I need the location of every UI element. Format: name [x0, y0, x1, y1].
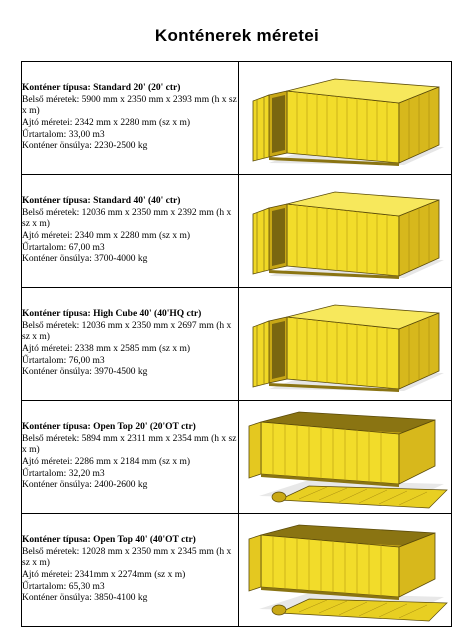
page-title: Konténerek méretei [154, 26, 320, 45]
inner-dimensions: Belső méretek: 12036 mm x 2350 mm x 2697 mm (h x sz x m) [22, 320, 232, 343]
inner-dimensions: Belső méretek: 12028 mm x 2350 mm x 2345 mm (h x sz x m) [22, 546, 232, 569]
container-image-cell [238, 288, 452, 401]
tare-weight: Konténer önsúlya: 3970-4500 kg [22, 367, 148, 378]
container-row [22, 401, 452, 514]
container-description [22, 514, 239, 627]
volume: Űrtartalom: 76,00 m3 [22, 355, 105, 366]
container-image-cell [238, 514, 452, 627]
container-image-cell [238, 401, 452, 514]
container-row [22, 175, 452, 288]
container-image-cell [238, 62, 452, 175]
door-dimensions: Ajtó méretei: 2341mm x 2274mm (sz x m) [22, 570, 186, 580]
inner-dimensions: Belső méretek: 5894 mm x 2311 mm x 2354 mm (h x sz x m) [22, 433, 237, 456]
container-description [22, 288, 239, 401]
container-row [22, 514, 452, 627]
tare-weight: Konténer önsúlya: 2230-2500 kg [22, 141, 148, 152]
container-type: Konténer típusa: Open Top 40' (40'OT ctr) [22, 535, 196, 546]
container-row [22, 62, 452, 175]
inner-dimensions: Belső méretek: 12036 mm x 2350 mm x 2392 mm (h x sz x m) [22, 207, 232, 230]
container-type: Konténer típusa: High Cube 40' (40'HQ ctr) [22, 309, 202, 320]
door-dimensions: Ajtó méretei: 2340 mm x 2280 mm (sz x m) [22, 231, 191, 241]
volume: Űrtartalom: 67,00 m3 [22, 242, 105, 253]
door-dimensions: Ajtó méretei: 2338 mm x 2585 mm (sz x m) [22, 344, 191, 354]
volume: Űrtartalom: 32,20 m3 [22, 468, 105, 479]
container-image-cell [238, 175, 452, 288]
container-description [22, 62, 239, 175]
door-dimensions: Ajtó méretei: 2342 mm x 2280 mm (sz x m) [22, 118, 191, 128]
closed-container-image [239, 291, 451, 399]
container-row [22, 288, 452, 401]
volume: Űrtartalom: 65,30 m3 [22, 581, 105, 592]
tare-weight: Konténer önsúlya: 3850-4100 kg [22, 593, 148, 604]
container-type: Konténer típusa: Standard 40' (40' ctr) [22, 196, 181, 207]
door-dimensions: Ajtó méretei: 2286 mm x 2184 mm (sz x m) [22, 457, 191, 467]
closed-container-image [239, 178, 451, 286]
container-spec-table [21, 61, 452, 627]
inner-dimensions: Belső méretek: 5900 mm x 2350 mm x 2393 mm (h x sz x m) [22, 94, 237, 117]
closed-container-image [239, 65, 451, 173]
open-top-container-image [239, 404, 451, 512]
container-type: Konténer típusa: Standard 20' (20' ctr) [22, 83, 181, 94]
volume: Űrtartalom: 33,00 m3 [22, 129, 105, 140]
container-type: Konténer típusa: Open Top 20' (20'OT ctr) [22, 422, 196, 433]
tare-weight: Konténer önsúlya: 2400-2600 kg [22, 480, 148, 491]
open-top-container-image [239, 517, 451, 625]
container-description [22, 175, 239, 288]
tare-weight: Konténer önsúlya: 3700-4000 kg [22, 254, 148, 265]
container-description [22, 401, 239, 514]
